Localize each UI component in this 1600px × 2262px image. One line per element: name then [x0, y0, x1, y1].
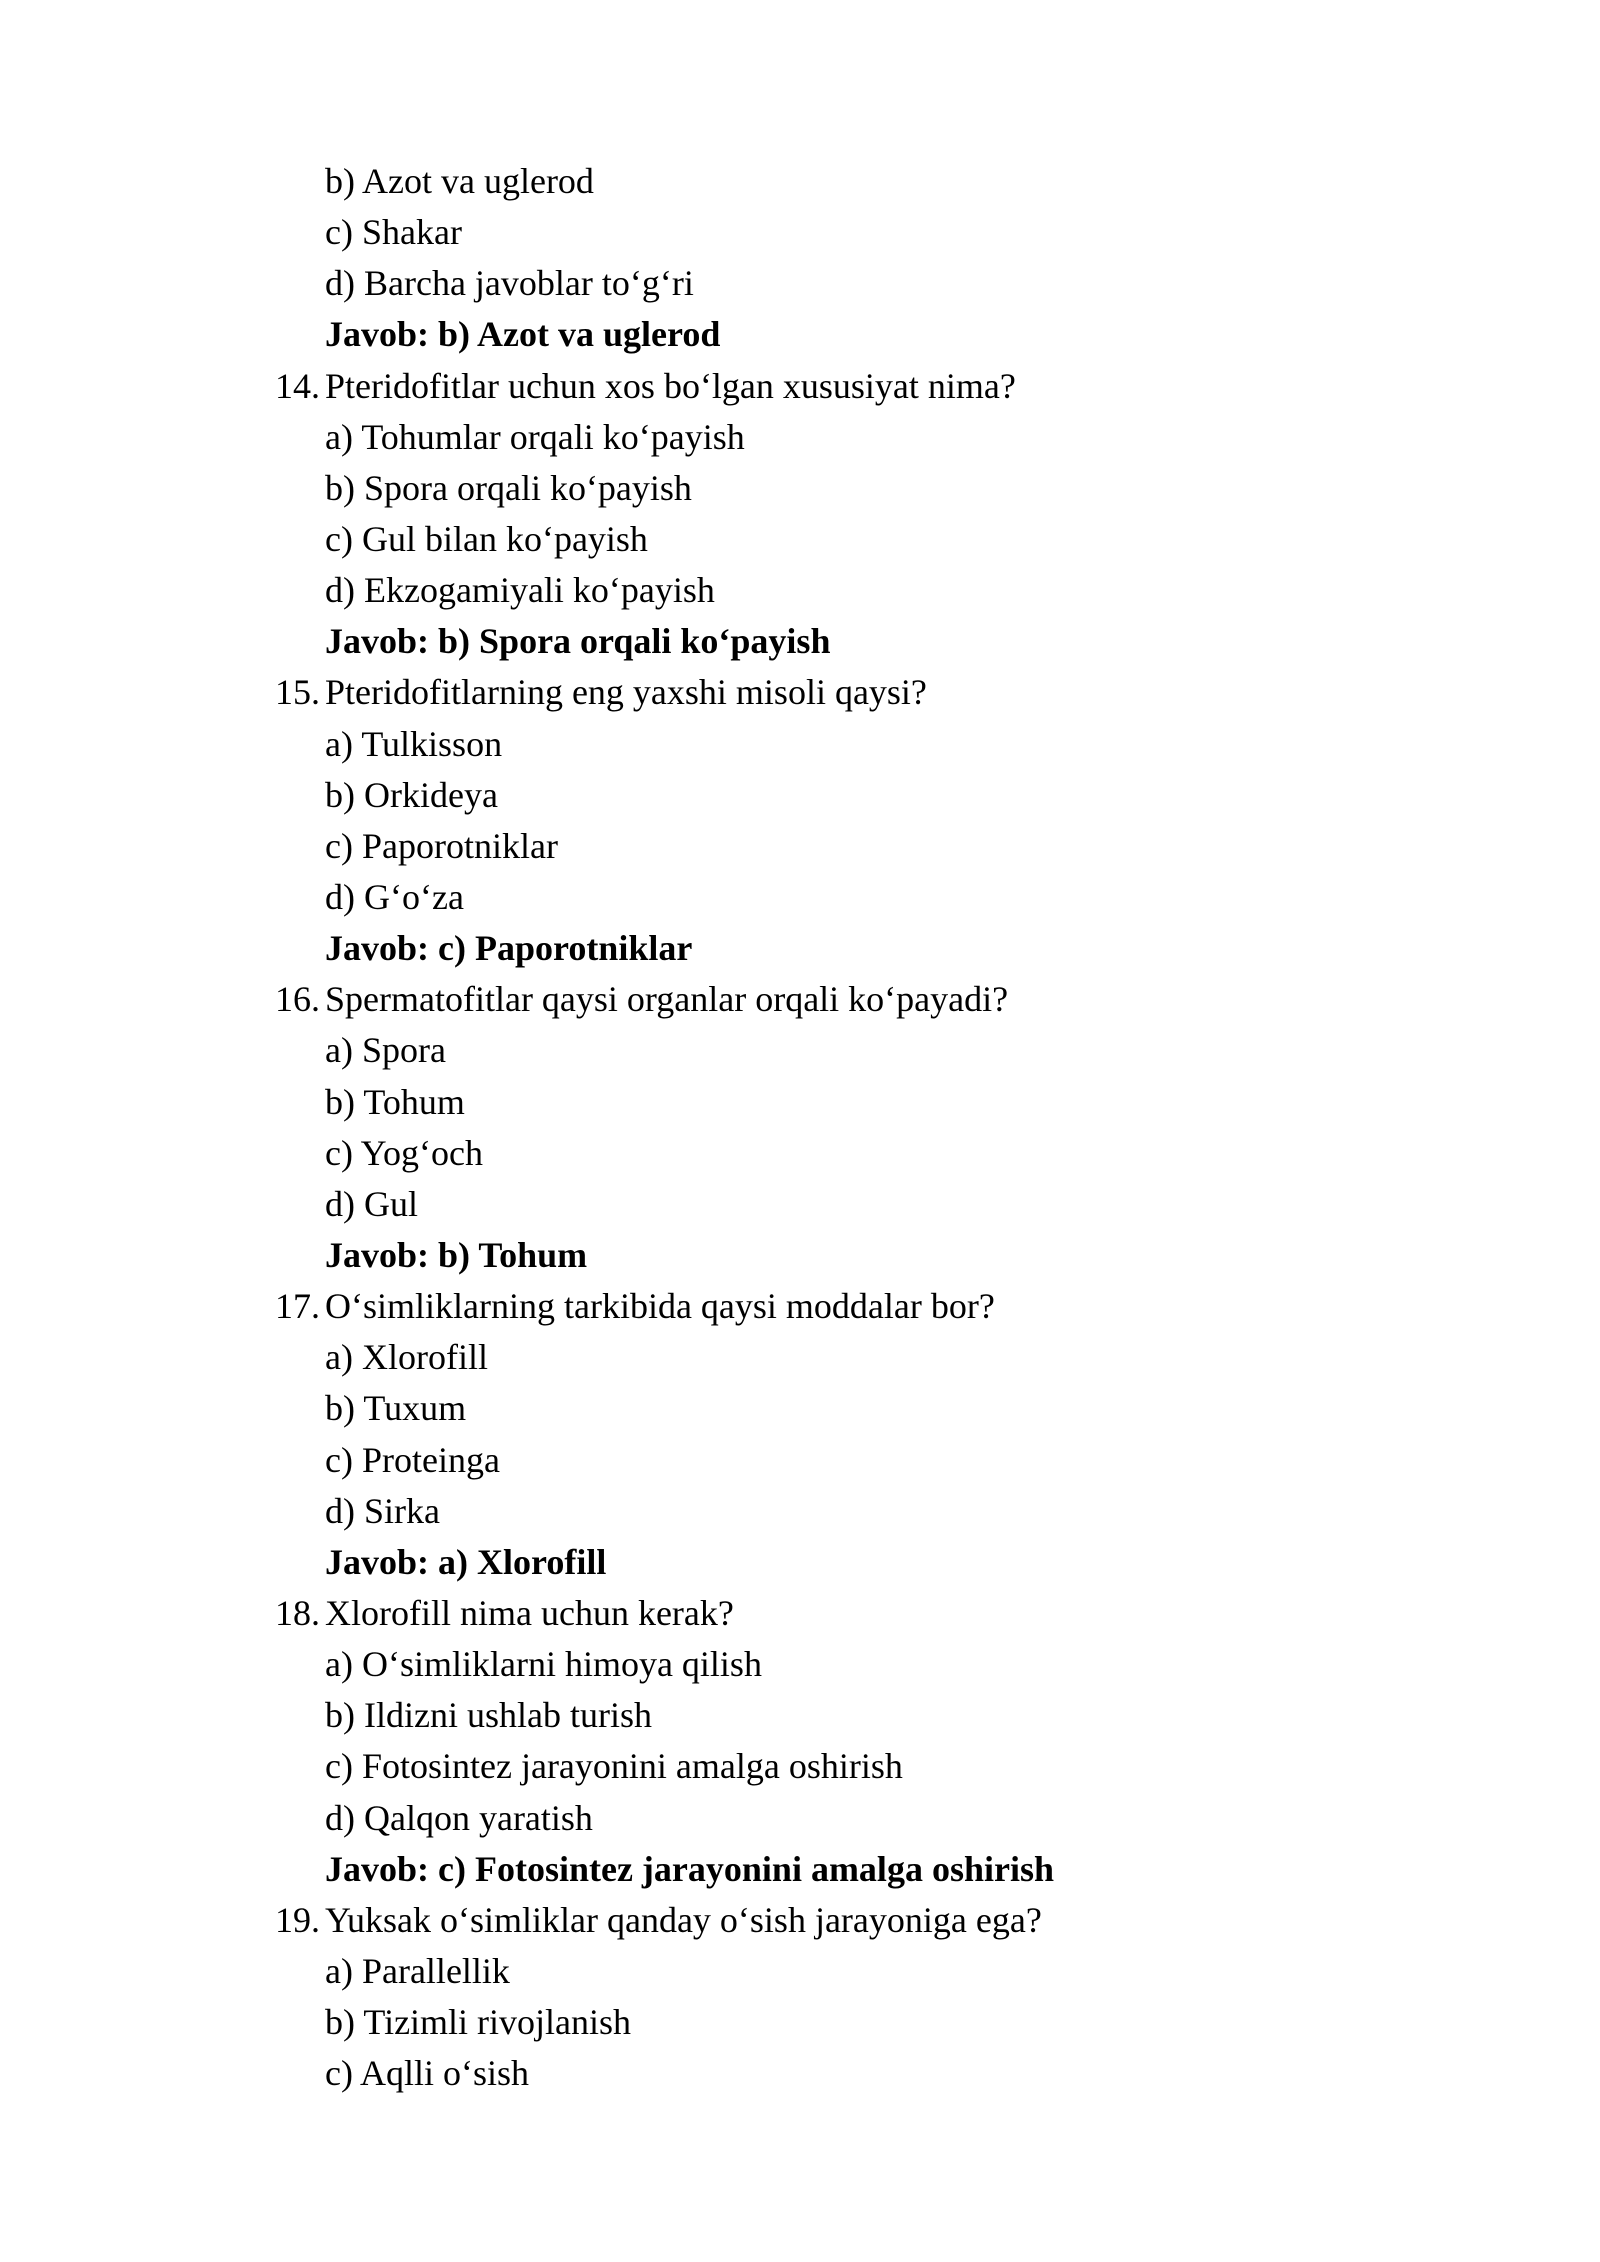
question-text: Spermatofitlar qaysi organlar orqali ko‘payadi?: [325, 979, 1009, 1020]
option-13-c: c) Shakar: [325, 212, 462, 253]
question-16: [275, 974, 1475, 1025]
option-18-d: d) Qalqon yaratish: [325, 1797, 593, 1838]
answer-18: Javob: c) Fotosintez jarayonini amalga oshirish: [325, 1848, 1054, 1889]
question-15: [275, 667, 1475, 718]
question-number: 14.: [275, 365, 320, 406]
option-15-c: c) Paporotniklar: [325, 825, 558, 866]
option-15-a: a) Tulkisson: [325, 723, 503, 764]
option-18-c: c) Fotosintez jarayonini amalga oshirish: [325, 1746, 903, 1787]
question-19: [275, 1895, 1475, 1946]
option-18-a: a) O‘simliklarni himoya qilish: [325, 1644, 762, 1685]
option-13-d: d) Barcha javoblar to‘g‘ri: [325, 263, 694, 304]
answer-17: Javob: a) Xlorofill: [325, 1541, 607, 1582]
question-text: Yuksak o‘simliklar qanday o‘sish jarayoniga ega?: [325, 1899, 1042, 1940]
option-17-a: a) Xlorofill: [325, 1337, 488, 1378]
answer-16: Javob: b) Tohum: [325, 1234, 588, 1275]
question-17: [275, 1281, 1475, 1332]
option-15-b: b) Orkideya: [325, 774, 498, 815]
question-number: 19.: [275, 1899, 320, 1940]
answer-13: Javob: b) Azot va uglerod: [325, 314, 721, 355]
option-16-c: c) Yog‘och: [325, 1132, 483, 1173]
question-number: 17.: [275, 1286, 320, 1327]
answer-14: Javob: b) Spora orqali ko‘payish: [325, 621, 831, 662]
option-13-b: b) Azot va uglerod: [325, 161, 594, 201]
question-number: 15.: [275, 672, 320, 713]
question-14: [275, 361, 1475, 412]
option-18-b: b) Ildizni ushlab turish: [325, 1695, 652, 1736]
option-17-d: d) Sirka: [325, 1490, 440, 1531]
option-16-d: d) Gul: [325, 1183, 418, 1224]
option-16-b: b) Tohum: [325, 1081, 465, 1122]
quiz-content: [275, 156, 1475, 2099]
option-14-c: c) Gul bilan ko‘payish: [325, 518, 648, 559]
option-14-d: d) Ekzogamiyali ko‘payish: [325, 570, 715, 611]
option-14-a: a) Tohumlar orqali ko‘payish: [325, 416, 745, 457]
option-16-a: a) Spora: [325, 1030, 446, 1071]
option-15-d: d) G‘o‘za: [325, 876, 464, 917]
question-text: Pteridofitlar uchun xos bo‘lgan xususiyat nima?: [325, 365, 1016, 406]
question-text: O‘simliklarning tarkibida qaysi moddalar bor?: [325, 1286, 995, 1327]
question-text: Pteridofitlarning eng yaxshi misoli qaysi?: [325, 672, 927, 713]
option-14-b: b) Spora orqali ko‘payish: [325, 467, 692, 508]
question-number: 18.: [275, 1592, 320, 1633]
question-18: [275, 1588, 1475, 1639]
option-19-b: b) Tizimli rivojlanish: [325, 2002, 632, 2043]
answer-15: Javob: c) Paporotniklar: [325, 928, 693, 969]
option-19-a: a) Parallellik: [325, 1950, 510, 1991]
option-19-c: c) Aqlli o‘sish: [325, 2053, 529, 2094]
question-text: Xlorofill nima uchun kerak?: [325, 1592, 734, 1633]
question-number: 16.: [275, 979, 320, 1020]
option-17-c: c) Proteinga: [325, 1439, 500, 1480]
option-17-b: b) Tuxum: [325, 1388, 467, 1429]
